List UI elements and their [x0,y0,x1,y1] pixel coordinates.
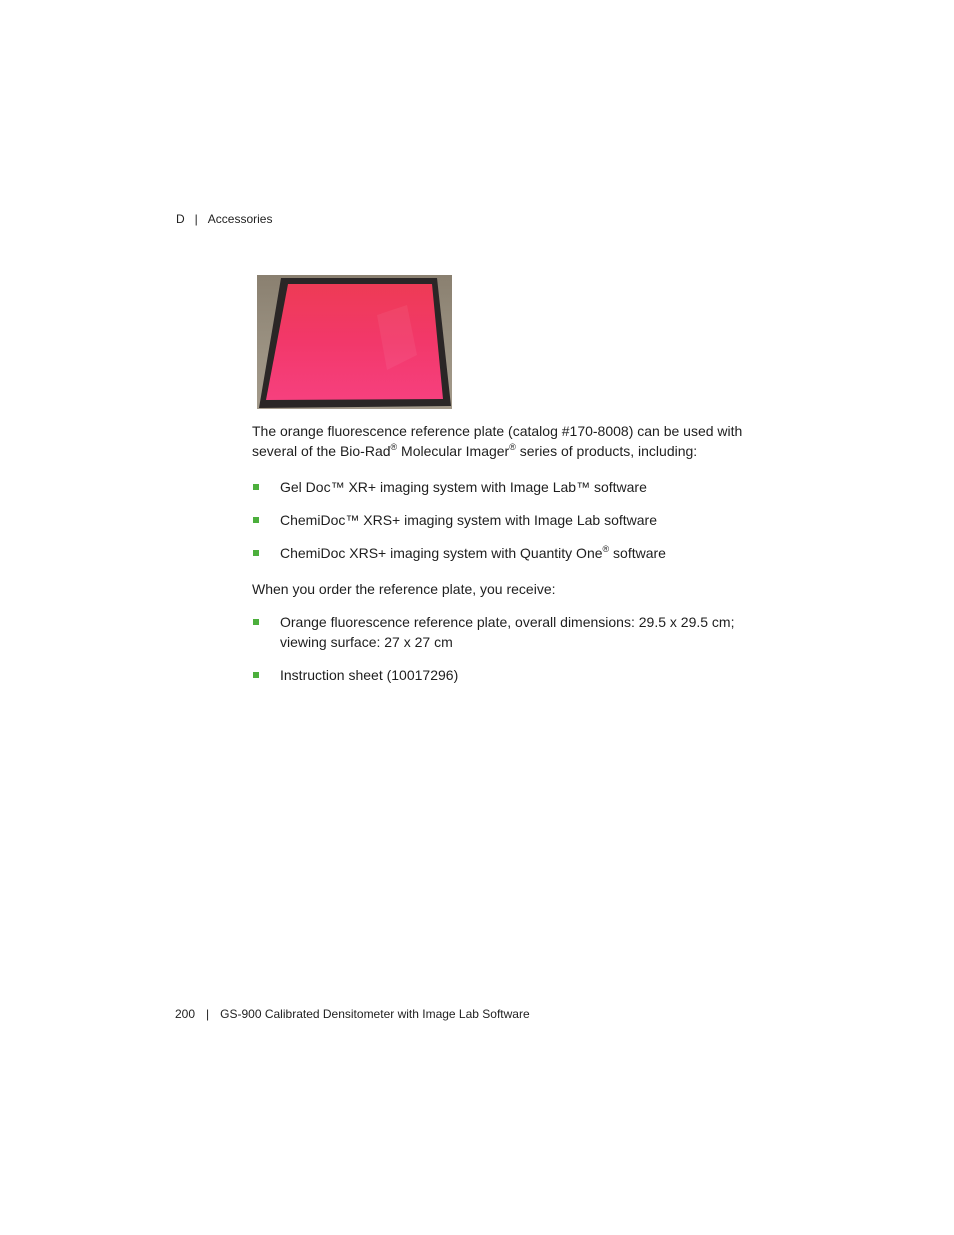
list-item [252,477,752,497]
intro-text-part-1: The orange fluorescence reference plate (catalog #170-8008) can be used with several of the Bio-Rad [252,423,743,459]
package-contents-list [252,612,752,698]
bullet-icon [253,672,259,678]
fluorescence-reference-plate-photo [257,275,452,409]
running-header [176,211,272,227]
list-item [252,665,752,685]
registered-mark: ® [602,544,610,554]
intro-paragraph [252,421,752,461]
bullet-icon [253,619,259,625]
section-title: Accessories [207,212,273,226]
bullet-icon [253,484,259,490]
compatible-products-list [252,477,752,576]
page-number: 200 [175,1007,196,1021]
list-item [252,510,752,530]
list-item-text: Gel Doc™ XR+ imaging system with Image Lab™ software [280,479,647,495]
section-letter: D [176,212,185,226]
list-item-text: ChemiDoc™ XRS+ imaging system with Image Lab software [280,512,657,528]
document-title: GS-900 Calibrated Densitometer with Image Lab Software [220,1007,530,1021]
list-item-text: ChemiDoc XRS+ imaging system with Quantity One [280,545,603,561]
header-separator: | [194,212,198,226]
list-item [252,543,752,563]
intro-text-part-2: Molecular Imager [397,443,510,459]
plate-surface [266,284,443,400]
list-item-text: software [609,545,666,561]
footer-separator: | [206,1007,210,1021]
registered-mark: ® [390,442,398,452]
bullet-icon [253,517,259,523]
list-item-text: Orange fluorescence reference plate, overall dimensions: 29.5 x 29.5 cm; viewing surface: 27 x 27 cm [280,614,735,650]
bullet-icon [253,550,259,556]
running-footer [175,1006,530,1022]
registered-mark: ® [509,442,516,452]
list-item-text: Instruction sheet (10017296) [280,667,459,683]
list-item [252,612,752,652]
intro-text-part-3: series of products, including: [515,443,698,459]
order-paragraph: When you order the reference plate, you receive: [252,581,556,597]
reference-plate-image [257,275,452,409]
